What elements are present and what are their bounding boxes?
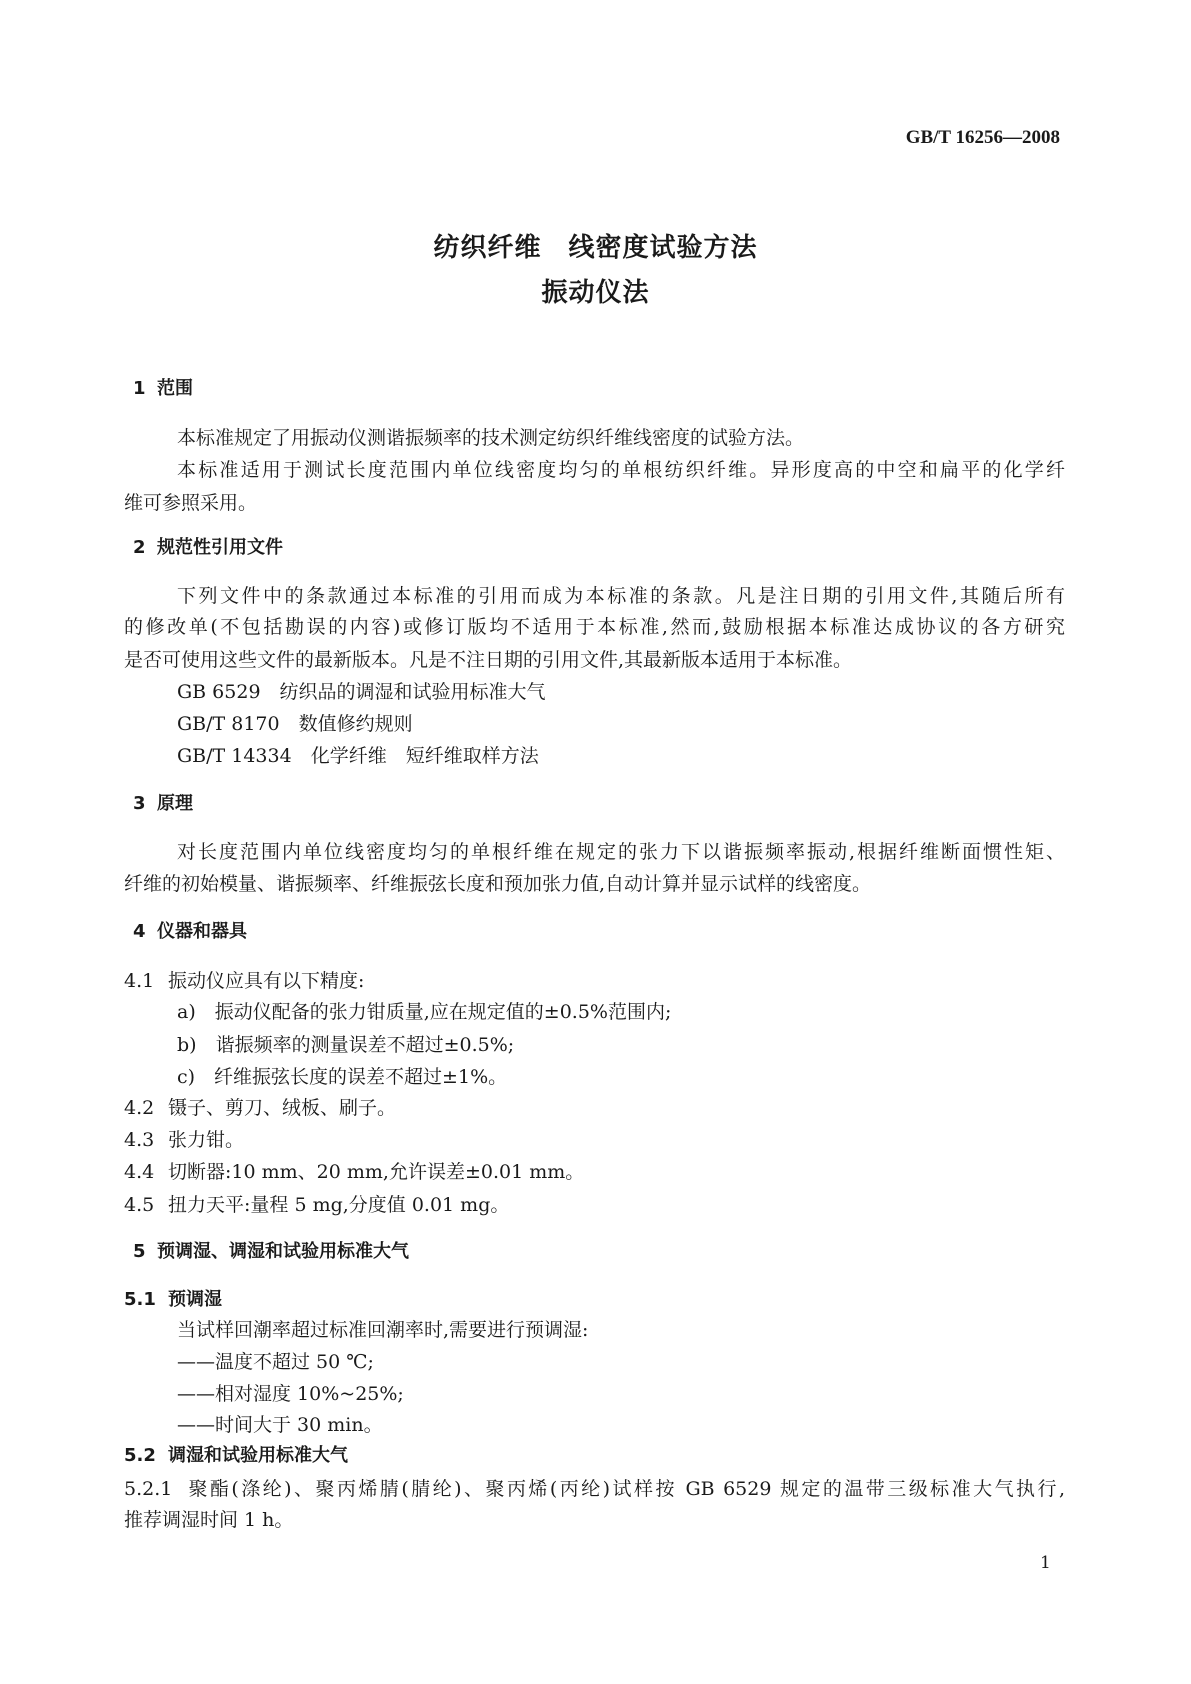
list-item: c) 纤维振弦长度的误差不超过±1%。: [177, 1066, 508, 1088]
title-line-2: 振动仪法: [541, 278, 650, 308]
section-5-heading: 5 预调湿、调湿和试验用标准大气: [133, 1241, 409, 1262]
s3-paragraph-b: 纤维的初始模量、谐振频率、纤维振弦长度和预加张力值,自动计算并显示试样的线密度。: [124, 873, 872, 895]
reference-item: GB 6529 纺织品的调湿和试验用标准大气: [177, 681, 546, 703]
reference-item: GB/T 8170 数值修约规则: [177, 713, 413, 735]
clause-4-5: 4.5 扭力天平:量程 5 mg,分度值 0.01 mg。: [124, 1194, 510, 1216]
section-2-heading: 2 规范性引用文件: [133, 537, 283, 558]
s2-paragraph-c: 是否可使用这些文件的最新版本。凡是不注日期的引用文件,其最新版本适用于本标准。: [124, 649, 853, 671]
page-number: 1: [1040, 1553, 1051, 1573]
reference-item: GB/T 14334 化学纤维 短纤维取样方法: [177, 745, 539, 767]
s1-paragraph-2a: 本标准适用于测试长度范围内单位线密度均匀的单根纺织纤维。异形度高的中空和扁平的化学纤: [177, 459, 1065, 481]
dash-item: ——温度不超过 50 ℃;: [177, 1351, 374, 1373]
section-4-heading: 4 仪器和器具: [133, 921, 247, 942]
clause-4-4: 4.4 切断器:10 mm、20 mm,允许误差±0.01 mm。: [124, 1161, 585, 1183]
clause-5-2-heading: 5.2 调湿和试验用标准大气: [124, 1445, 348, 1466]
section-1-heading: 1 范围: [133, 378, 193, 399]
dash-item: ——时间大于 30 min。: [177, 1414, 383, 1436]
clause-5-1-heading: 5.1 预调湿: [124, 1289, 222, 1310]
s1-paragraph-1: 本标准规定了用振动仪测谐振频率的技术测定纺织纤维线密度的试验方法。: [177, 427, 805, 449]
s2-paragraph-b: 的修改单(不包括勘误的内容)或修订版均不适用于本标准,然而,鼓励根据本标准达成协议的各方研究: [124, 616, 1065, 638]
dash-item: ——相对湿度 10%~25%;: [177, 1383, 404, 1405]
clause-4-1: 4.1 振动仪应具有以下精度:: [124, 970, 365, 992]
clause-5-2-1: 5.2.1 聚酯(涤纶)、聚丙烯腈(腈纶)、聚丙烯(丙纶)试样按 GB 6529 规定的温带三级标准大气执行,: [124, 1478, 1065, 1500]
clause-4-3: 4.3 张力钳。: [124, 1129, 245, 1151]
clause-5-2-1-cont: 推荐调湿时间 1 h。: [124, 1509, 294, 1531]
section-3-heading: 3 原理: [133, 793, 193, 814]
title-line-1: 纺织纤维 线密度试验方法: [433, 233, 758, 263]
clause-4-2: 4.2 镊子、剪刀、绒板、刷子。: [124, 1097, 397, 1119]
list-item: a) 振动仪配备的张力钳质量,应在规定值的±0.5%范围内;: [177, 1001, 672, 1023]
standard-code: GB/T 16256—2008: [905, 127, 1060, 148]
list-item: b) 谐振频率的测量误差不超过±0.5%;: [177, 1034, 515, 1056]
s2-paragraph-a: 下列文件中的条款通过本标准的引用而成为本标准的条款。凡是注日期的引用文件,其随后所有: [177, 585, 1065, 607]
clause-5-1-text: 当试样回潮率超过标准回潮率时,需要进行预调湿:: [177, 1319, 589, 1341]
s1-paragraph-2b: 维可参照采用。: [124, 492, 258, 514]
s3-paragraph-a: 对长度范围内单位线密度均匀的单根纤维在规定的张力下以谐振频率振动,根据纤维断面惯性矩、: [177, 841, 1065, 863]
